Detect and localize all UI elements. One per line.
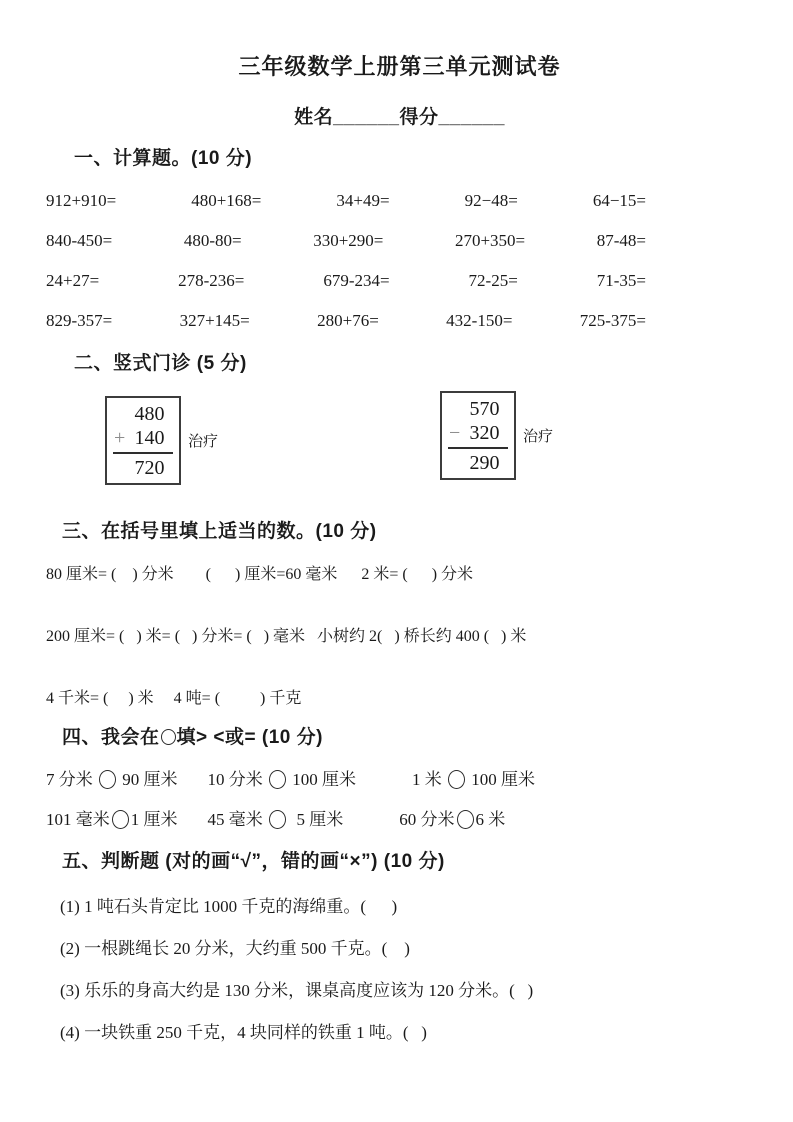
vertical-problem-1 (105, 396, 218, 485)
calc-expression: 34+49= (336, 191, 390, 210)
calc-expression: 480+168= (191, 191, 262, 210)
plus-operator: + (114, 427, 126, 449)
calc-row-3 (46, 270, 646, 292)
name-score-line: 姓名______得分______ (294, 107, 505, 128)
comparison-item (208, 768, 357, 792)
comparison-item (46, 808, 178, 832)
comparison-right: 100 厘米 (288, 770, 356, 789)
calc-expression: 24+27= (46, 271, 100, 290)
comparison-item (46, 768, 178, 792)
circle-placeholder-icon (269, 810, 286, 829)
circle-placeholder-icon (99, 770, 116, 789)
calc-expression: 725-375= (579, 311, 646, 330)
vertical-calc-box (105, 396, 181, 485)
circle-placeholder-icon (269, 770, 286, 789)
judgement-item: (4) 一块铁重 250 千克，4 块同样的铁重 1 吨。( ) (60, 1023, 427, 1042)
circle-placeholder-icon (112, 810, 129, 829)
calc-expression: 829-357= (46, 311, 113, 330)
calc-expression: 72-25= (468, 271, 518, 290)
calc-row-2 (46, 230, 646, 252)
comparison-row-1 (46, 768, 753, 792)
comparison-right: 6 米 (475, 810, 506, 829)
comparison-right: 100 厘米 (467, 770, 535, 789)
circle-placeholder-icon (161, 729, 176, 745)
operator-slot (114, 402, 127, 426)
addend-top: 480 (134, 403, 165, 425)
fill-blank-line: 80 厘米= ( ) 分米 ( ) 厘米=60 毫米 2 米= ( ) 分米 (46, 566, 474, 583)
vertical-calc-line (113, 426, 173, 454)
section4-heading (62, 726, 753, 750)
calc-expression: 92−48= (464, 191, 518, 210)
circle-placeholder-icon (448, 770, 465, 789)
section5-heading: 五、判断题 (对的画“√”，错的画“×”) (10 分) (62, 851, 445, 872)
result-value: 720 (134, 457, 165, 479)
fill-blank-line: 200 厘米= ( ) 米= ( ) 分米= ( ) 毫米 小树约 2( ) 桥长约 400 ( ) 米 (46, 628, 527, 645)
comparison-row-2 (46, 808, 753, 832)
calc-expression: 71-35= (596, 271, 646, 290)
operator-slot (449, 397, 462, 421)
vertical-calc-line (448, 451, 508, 475)
subtrahend: 320 (469, 422, 500, 444)
comparison-right: 90 厘米 (118, 770, 178, 789)
comparison-left: 7 分米 (46, 770, 97, 789)
judgement-item: (3) 乐乐的身高大约是 130 分米，课桌高度应该为 120 分米。( ) (60, 981, 534, 1000)
calc-expression: 432-150= (446, 311, 513, 330)
circle-placeholder-icon (457, 810, 474, 829)
calc-expression: 912+910= (46, 191, 117, 210)
operator-slot (449, 451, 462, 475)
operator-slot (114, 456, 127, 480)
comparison-left: 1 米 (412, 770, 446, 789)
result-value: 290 (469, 452, 500, 474)
treatment-label: 治疗 (188, 434, 219, 450)
calc-expression: 64−15= (592, 191, 646, 210)
vertical-calc-line (113, 402, 173, 426)
treatment-label: 治疗 (523, 429, 554, 445)
calc-expression: 679-234= (323, 271, 390, 290)
judgement-item: (2) 一根跳绳长 20 分米，大约重 500 千克。( ) (60, 939, 410, 958)
vertical-calculation-area (46, 390, 753, 496)
calc-expression: 840-450= (46, 231, 113, 250)
judgement-item: (1) 1 吨石头肯定比 1000 千克的海绵重。( ) (60, 897, 398, 916)
calc-expression: 280+76= (317, 311, 379, 330)
vertical-calc-line (113, 456, 173, 480)
comparison-left: 101 毫米 (46, 810, 110, 829)
section2-heading: 二、竖式门诊 (5 分) (74, 353, 247, 374)
calc-expression: 87-48= (596, 231, 646, 250)
section3-heading: 三、在括号里填上适当的数。(10 分) (62, 521, 377, 542)
comparison-item (412, 768, 535, 792)
comparison-left: 60 分米 (399, 810, 455, 829)
vertical-calc-box (440, 391, 516, 480)
calc-expression: 330+290= (313, 231, 384, 250)
comparison-left: 45 毫米 (207, 810, 267, 829)
comparison-item (399, 808, 505, 832)
addend-second: 140 (134, 427, 165, 449)
comparison-left: 10 分米 (207, 770, 267, 789)
calc-expression: 270+350= (454, 231, 526, 250)
calc-row-1 (46, 190, 646, 212)
minuend: 570 (469, 398, 500, 420)
comparison-right: 5 厘米 (288, 810, 344, 829)
section4-heading-pre: 四、我会在 (62, 727, 160, 748)
minus-operator: − (449, 422, 461, 444)
section1-heading: 一、计算题。(10 分) (74, 148, 253, 169)
calc-row-4 (46, 310, 646, 332)
comparison-item (208, 808, 344, 832)
calc-expression: 327+145= (179, 311, 250, 330)
section4-heading-post: 填> <或= (10 分) (176, 727, 323, 748)
calc-expression: 480-80= (183, 231, 242, 250)
fill-blank-line: 4 千米= ( ) 米 4 吨= ( ) 千克 (46, 690, 302, 707)
vertical-calc-line (448, 397, 508, 421)
vertical-calc-line (448, 421, 508, 449)
vertical-problem-2 (440, 391, 553, 480)
calc-expression: 278-236= (178, 271, 245, 290)
page-title: 三年级数学上册第三单元测试卷 (238, 54, 561, 79)
comparison-right: 1 厘米 (130, 810, 178, 829)
